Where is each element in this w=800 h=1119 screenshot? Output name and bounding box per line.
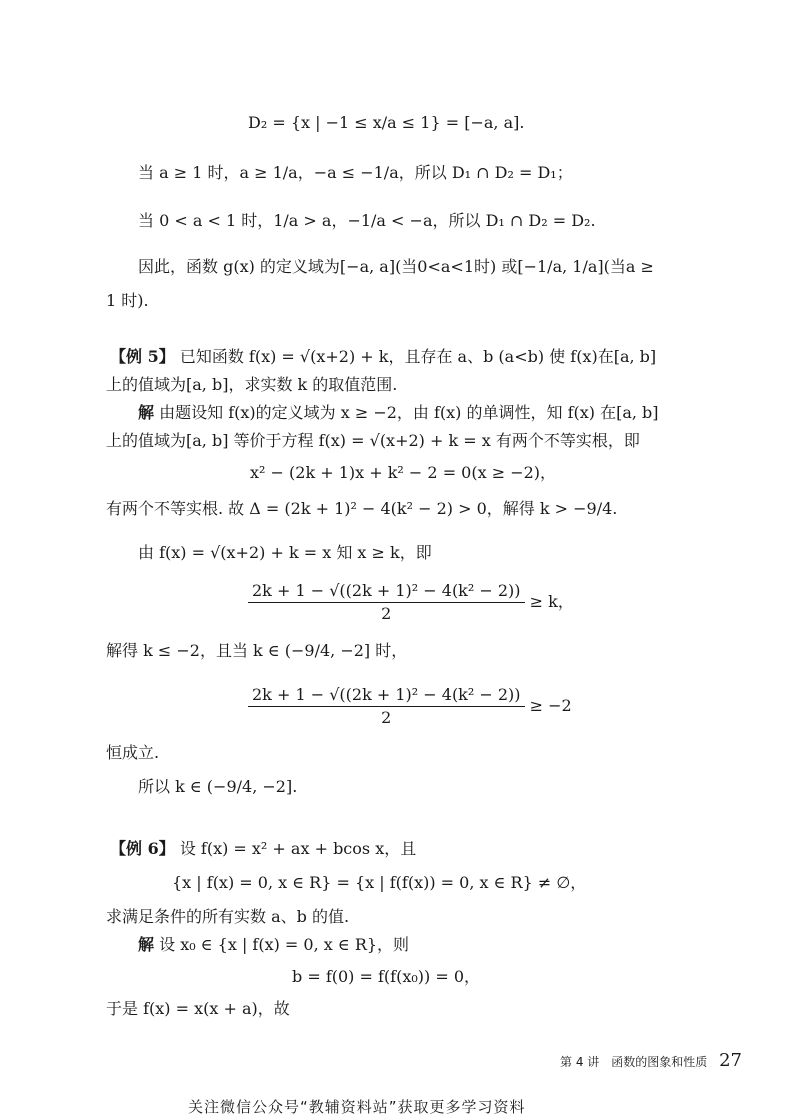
equation-fraction [248, 580, 574, 625]
example-label: 【例 5】 [110, 347, 175, 366]
text-line: 所以 k ∈ (−9/4, −2]. [138, 777, 298, 796]
text-line: 上的值域为[a, b] 等价于方程 f(x) = √(x+2) + k = x 有两个不等实根，即 [106, 431, 640, 450]
fraction-denominator: 2 [381, 708, 392, 727]
example-label: 【例 6】 [110, 839, 175, 858]
formula-d2: D₂ = {x | −1 ≤ x/a ≤ 1} = [−a, a]. [248, 113, 525, 132]
equation: b = f(0) = f(f(x₀)) = 0， [292, 967, 480, 986]
solution-line [138, 934, 409, 956]
watermark-text: 关注微信公众号“教辅资料站”获取更多学习资料 [188, 1098, 526, 1116]
solution-label: 解 [138, 403, 155, 422]
text-line: 于是 f(x) = x(x + a)，故 [106, 999, 290, 1018]
fraction-denominator: 2 [381, 604, 392, 623]
fraction-tail: ≥ −2 [529, 696, 572, 715]
fraction-numerator: 2k + 1 − √((2k + 1)² − 4(k² − 2)) [248, 684, 525, 707]
text-line: 因此，函数 g(x) 的定义域为[−a, a](当0<a<1时) 或[−1/a, 1/a](当a ≥ [138, 257, 654, 276]
example-text: 已知函数 f(x) = √(x+2) + k，且存在 a、b (a<b) 使 f(x)在[a, b] [179, 347, 657, 366]
text-line: 解得 k ≤ −2，且当 k ∈ (−9/4, −2] 时， [106, 641, 408, 660]
text-line: 恒成立. [106, 743, 160, 762]
running-footer [560, 1050, 742, 1071]
text-line: 当 a ≥ 1 时，a ≥ 1/a，−a ≤ −1/a，所以 D₁ ∩ D₂ = D₁； [138, 163, 573, 182]
example-text: 设 f(x) = x² + ax + bcos x，且 [179, 839, 417, 858]
solution-label: 解 [138, 935, 155, 954]
equation: {x | f(x) = 0, x ∈ R} = {x | f(f(x)) = 0, x ∈ R} ≠ ∅， [172, 873, 587, 892]
equation-fraction [248, 684, 572, 729]
example-5 [110, 346, 656, 368]
text-line: 由 f(x) = √(x+2) + k = x 知 x ≥ k，即 [138, 543, 432, 562]
text-line: 上的值域为[a, b]，求实数 k 的取值范围. [106, 375, 398, 394]
chapter-title: 第 4 讲 函数的图象和性质 [560, 1055, 708, 1069]
solution-text: 由题设知 f(x)的定义域为 x ≥ −2，由 f(x) 的单调性，知 f(x) 在[a, b] [159, 403, 659, 422]
text-line: 1 时). [106, 291, 149, 310]
text-line: 求满足条件的所有实数 a、b 的值. [106, 907, 350, 926]
text-line: 当 0 < a < 1 时，1/a > a，−1/a < −a，所以 D₁ ∩ D₂ = D₂. [138, 211, 596, 230]
solution-text: 设 x₀ ∈ {x | f(x) = 0, x ∈ R}，则 [159, 935, 410, 954]
equation: x² − (2k + 1)x + k² − 2 = 0(x ≥ −2)， [250, 463, 557, 482]
text-line: 有两个不等实根. 故 Δ = (2k + 1)² − 4(k² − 2) > 0，解得 k > −9/4. [106, 499, 618, 518]
solution-line [138, 402, 659, 424]
fraction-tail: ≥ k， [529, 592, 574, 611]
fraction-numerator: 2k + 1 − √((2k + 1)² − 4(k² − 2)) [248, 580, 525, 603]
page-number: 27 [719, 1050, 742, 1071]
example-6 [110, 838, 416, 860]
